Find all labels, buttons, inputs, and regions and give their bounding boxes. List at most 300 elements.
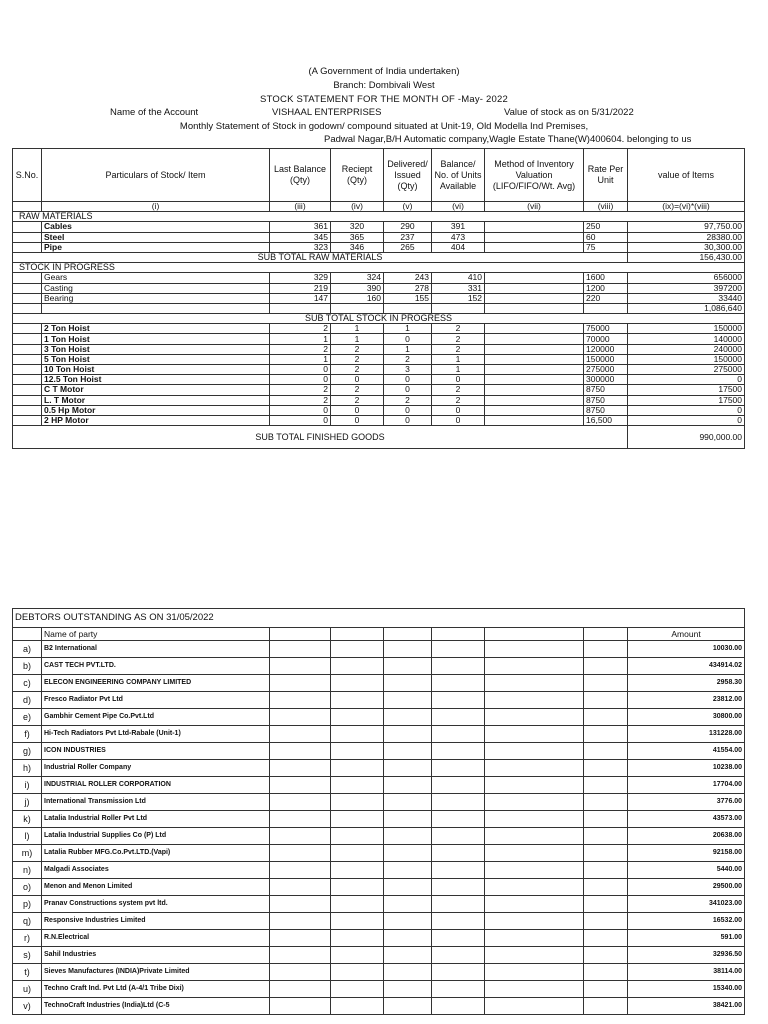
empty-cell [485,828,584,845]
value-cell: 28380.00 [628,232,745,242]
sno-cell [13,222,42,232]
address-line: Padwal Nagar,B/H Automatic company,Wagle Estate Thane(W)400604. belonging to us [324,134,692,145]
stock-row [13,283,745,293]
stock-row [13,344,745,354]
receipt-cell: 0 [331,375,384,385]
empty-cell [331,913,384,930]
debtor-index: o) [13,879,42,896]
col-sno: S.No. [13,149,42,202]
debtor-index: d) [13,692,42,709]
empty-cell [485,726,584,743]
delivered-cell: 3 [384,365,432,375]
empty-cell [432,641,485,658]
roman-cell: (vi) [432,202,485,212]
empty-cell [270,862,331,879]
empty-cell [270,777,331,794]
debtor-amount: 43573.00 [628,811,745,828]
method-cell [485,415,584,425]
stock-row [13,222,745,232]
empty-cell [384,658,432,675]
receipt-cell: 2 [331,354,384,364]
rate-cell: 75 [584,242,628,252]
stock-row [13,232,745,242]
roman-cell [13,202,42,212]
item-cell: Bearing [42,293,270,303]
item-cell: Steel [42,232,270,242]
balance-cell: 0 [432,375,485,385]
empty-cell [270,675,331,692]
item-cell: 2 Ton Hoist [42,324,270,334]
rate-cell: 220 [584,293,628,303]
balance-cell: 473 [432,232,485,242]
empty-cell [485,777,584,794]
sno-cell [13,334,42,344]
debtor-party: Latalia Rubber MFG.Co.Pvt.LTD.(Vapi) [42,845,270,862]
value-cell: 140000 [628,334,745,344]
delivered-cell: 2 [384,354,432,364]
method-cell [485,395,584,405]
empty-cell [384,947,432,964]
debtor-row [13,675,745,692]
empty-cell [584,709,628,726]
last-balance-cell: 2 [270,385,331,395]
balance-cell: 2 [432,344,485,354]
last-balance-cell: 1 [270,334,331,344]
empty-cell [384,845,432,862]
method-cell [485,385,584,395]
empty-cell [584,777,628,794]
empty-cell [584,828,628,845]
debtor-amount: 32936.50 [628,947,745,964]
debtor-party: R.N.Electrical [42,930,270,947]
debtor-row [13,913,745,930]
debtor-index: v) [13,998,42,1015]
debtors-title-row [13,609,745,628]
method-cell [485,334,584,344]
debtor-index: h) [13,760,42,777]
empty-cell [270,658,331,675]
debtors-header-row [13,628,745,641]
empty-cell [485,879,584,896]
rate-cell: 8750 [584,405,628,415]
empty-cell [384,777,432,794]
debtor-row [13,998,745,1015]
empty-cell [270,879,331,896]
roman-numeral-row [13,202,745,212]
rate-cell: 1600 [584,273,628,283]
empty-cell [384,692,432,709]
rate-cell: 75000 [584,324,628,334]
rate-cell: 300000 [584,375,628,385]
debtor-row [13,811,745,828]
last-balance-cell: 0 [270,365,331,375]
empty-cell [432,862,485,879]
debtor-row [13,794,745,811]
debtor-index: g) [13,743,42,760]
empty-cell [485,692,584,709]
empty-cell [485,964,584,981]
last-balance-cell: 0 [270,375,331,385]
debtor-amount: 131228.00 [628,726,745,743]
empty-cell [331,794,384,811]
progress-title: STOCK IN PROGRESS [13,263,745,273]
empty-cell [584,760,628,777]
item-cell: L. T Motor [42,395,270,405]
last-balance-cell: 219 [270,283,331,293]
empty-cell [331,828,384,845]
empty-cell [432,913,485,930]
receipt-cell: 160 [331,293,384,303]
empty-cell [485,811,584,828]
empty-cell [270,726,331,743]
empty-cell [432,879,485,896]
balance-cell: 404 [432,242,485,252]
delivered-cell: 0 [384,415,432,425]
debtor-row [13,777,745,794]
method-cell [485,273,584,283]
statement-title: STOCK STATEMENT FOR THE MONTH OF -May- 2022 [260,94,508,105]
empty-cell [270,913,331,930]
rate-cell: 70000 [584,334,628,344]
delivered-cell: 2 [384,395,432,405]
debtor-index: j) [13,794,42,811]
empty-cell [384,998,432,1015]
item-cell: Casting [42,283,270,293]
debtor-party: Sieves Manufactures (INDIA)Private Limited [42,964,270,981]
empty-cell [384,641,432,658]
debtor-row [13,692,745,709]
empty-cell [485,862,584,879]
value-cell: 150000 [628,324,745,334]
empty-cell [485,998,584,1015]
progress-total-value: 1,086,640 [628,303,745,313]
debtor-index: i) [13,777,42,794]
empty-cell [331,777,384,794]
empty-cell [432,998,485,1015]
debtor-row [13,862,745,879]
debtor-row [13,896,745,913]
debtor-index: n) [13,862,42,879]
delivered-cell: 0 [384,375,432,385]
empty-cell [485,947,584,964]
delivered-cell: 278 [384,283,432,293]
rate-cell: 1200 [584,283,628,293]
empty-cell [331,675,384,692]
value-cell: 30,300.00 [628,242,745,252]
sno-cell [13,375,42,385]
empty-cell [331,896,384,913]
roman-cell: (v) [384,202,432,212]
debtor-party: Latalia Industrial Roller Pvt Ltd [42,811,270,828]
debtor-party: Latalia Industrial Supplies Co (P) Ltd [42,828,270,845]
finished-subtotal-label: SUB TOTAL FINISHED GOODS [13,426,628,449]
empty-cell [584,811,628,828]
method-cell [485,405,584,415]
empty-cell [384,862,432,879]
empty-cell [384,879,432,896]
delivered-cell: 1 [384,324,432,334]
empty-cell [485,896,584,913]
item-cell: 0.5 Hp Motor [42,405,270,415]
debtors-table [12,608,745,1015]
empty-cell [584,641,628,658]
sno-cell [13,405,42,415]
roman-cell: (iv) [331,202,384,212]
debtor-row [13,981,745,998]
empty-cell [384,743,432,760]
balance-cell: 152 [432,293,485,303]
last-balance-cell: 147 [270,293,331,303]
raw-materials-title: RAW MATERIALS [13,212,745,222]
debtor-index: l) [13,828,42,845]
debtor-amount: 38421.00 [628,998,745,1015]
empty-cell [384,811,432,828]
empty-cell [584,845,628,862]
empty-cell [584,896,628,913]
stock-row [13,365,745,375]
debtor-party: Industrial Roller Company [42,760,270,777]
item-cell: Cables [42,222,270,232]
empty-cell [432,743,485,760]
stock-row [13,293,745,303]
empty-cell [432,658,485,675]
progress-section [13,263,745,273]
empty-cell [485,794,584,811]
progress-subtotal-label: SUB TOTAL STOCK IN PROGRESS [13,314,745,324]
last-balance-cell: 0 [270,415,331,425]
balance-cell: 2 [432,324,485,334]
receipt-cell: 0 [331,405,384,415]
debtor-party: ICON INDUSTRIES [42,743,270,760]
empty-cell [432,726,485,743]
empty-cell [584,692,628,709]
last-balance-cell: 345 [270,232,331,242]
value-cell: 150000 [628,354,745,364]
receipt-cell: 320 [331,222,384,232]
header-line-1: (A Government of India undertaken) [308,66,460,77]
stock-row [13,385,745,395]
value-cell: 17500 [628,385,745,395]
debtor-party: Fresco Radiator Pvt Ltd [42,692,270,709]
last-balance-cell: 329 [270,273,331,283]
debtor-index: u) [13,981,42,998]
balance-cell: 331 [432,283,485,293]
empty-cell [270,828,331,845]
empty-cell [432,947,485,964]
empty-cell [331,743,384,760]
debtor-index: b) [13,658,42,675]
stock-row [13,273,745,283]
sno-cell [13,385,42,395]
empty-cell [584,879,628,896]
empty-cell [432,794,485,811]
rate-cell: 120000 [584,344,628,354]
delivered-cell: 1 [384,344,432,354]
item-cell: 12.5 Ton Hoist [42,375,270,385]
sno-cell [13,283,42,293]
empty-cell [270,964,331,981]
debtor-party: Sahil Industries [42,947,270,964]
empty-cell [432,692,485,709]
item-cell: 2 HP Motor [42,415,270,425]
empty-cell [432,760,485,777]
debtor-amount: 20638.00 [628,828,745,845]
stock-value-date: Value of stock as on 5/31/2022 [504,107,634,118]
raw-subtotal-value: 156,430.00 [628,252,745,262]
value-cell: 240000 [628,344,745,354]
empty-cell [485,675,584,692]
empty-cell [384,760,432,777]
col-valuation-method: Method of Inventory Valuation (LIFO/FIFO/Wt. Avg) [485,149,584,202]
value-cell: 33440 [628,293,745,303]
balance-cell: 1 [432,365,485,375]
empty-cell [331,726,384,743]
receipt-cell: 1 [331,334,384,344]
empty-cell [432,709,485,726]
roman-cell: (i) [42,202,270,212]
empty-cell [432,777,485,794]
debtor-amount: 5440.00 [628,862,745,879]
debtor-index: c) [13,675,42,692]
empty-cell [485,981,584,998]
empty-cell [270,930,331,947]
roman-cell: (iii) [270,202,331,212]
empty-cell [485,930,584,947]
col-value: value of Items [628,149,745,202]
receipt-cell: 1 [331,324,384,334]
debtor-index: q) [13,913,42,930]
debtor-row [13,641,745,658]
progress-subtotal-row [13,314,745,324]
method-cell [485,375,584,385]
empty-cell [331,964,384,981]
empty-cell [485,658,584,675]
empty-cell [584,947,628,964]
delivered-cell: 290 [384,222,432,232]
debtor-amount: 23812.00 [628,692,745,709]
empty-cell [270,743,331,760]
empty-cell [384,709,432,726]
debtor-index: p) [13,896,42,913]
delivered-cell: 155 [384,293,432,303]
stock-row [13,334,745,344]
delivered-cell: 0 [384,385,432,395]
debtor-amount: 92158.00 [628,845,745,862]
empty-cell [485,913,584,930]
empty-cell [384,675,432,692]
debtor-amount: 29500.00 [628,879,745,896]
debtor-amount: 2958.30 [628,675,745,692]
receipt-cell: 2 [331,385,384,395]
last-balance-cell: 1 [270,354,331,364]
method-cell [485,354,584,364]
debtor-index: m) [13,845,42,862]
empty-cell [331,641,384,658]
stock-row [13,242,745,252]
sno-cell [13,273,42,283]
balance-cell: 1 [432,354,485,364]
empty-cell [432,981,485,998]
last-balance-cell: 361 [270,222,331,232]
debtor-row [13,709,745,726]
value-cell: 0 [628,415,745,425]
empty-cell [384,930,432,947]
sno-cell [13,354,42,364]
debtor-party: ELECON ENGINEERING COMPANY LIMITED [42,675,270,692]
empty-cell [331,862,384,879]
roman-cell: (ix)=(vi)*(viii) [628,202,745,212]
empty-cell [270,845,331,862]
empty-cell [485,845,584,862]
empty-cell [270,760,331,777]
empty-cell [485,641,584,658]
debtor-party: Menon and Menon Limited [42,879,270,896]
debtor-index: k) [13,811,42,828]
branch-line: Branch: Dombivali West [333,80,435,91]
debtor-party: Responsive Industries Limited [42,913,270,930]
debtor-party: Pranav Constructions system pvt ltd. [42,896,270,913]
debtor-party: TechnoCraft Industries (India)Ltd (C-5 [42,998,270,1015]
item-cell: Gears [42,273,270,283]
receipt-cell: 390 [331,283,384,293]
debtor-row [13,879,745,896]
empty-cell [485,760,584,777]
item-cell: Pipe [42,242,270,252]
debtor-amount: 30800.00 [628,709,745,726]
item-cell: C T Motor [42,385,270,395]
value-cell: 17500 [628,395,745,405]
empty-cell [270,981,331,998]
debtor-amount: 17704.00 [628,777,745,794]
debtor-row [13,743,745,760]
empty-cell [584,794,628,811]
method-cell [485,365,584,375]
empty-cell [270,896,331,913]
debtor-row [13,845,745,862]
col-particulars: Particulars of Stock/ Item [42,149,270,202]
stock-row [13,395,745,405]
empty-cell [432,828,485,845]
debtor-amount: 434914.02 [628,658,745,675]
sno-cell [13,344,42,354]
empty-cell [584,913,628,930]
empty-cell [432,896,485,913]
receipt-cell: 346 [331,242,384,252]
delivered-cell: 0 [384,334,432,344]
debtor-row [13,726,745,743]
empty-cell [270,692,331,709]
finished-subtotal-row [13,426,745,449]
debtor-party: B2 International [42,641,270,658]
stock-row [13,405,745,415]
balance-cell: 410 [432,273,485,283]
empty-cell [584,998,628,1015]
debtor-amount: 3776.00 [628,794,745,811]
method-cell [485,242,584,252]
sno-cell [13,395,42,405]
value-cell: 0 [628,375,745,385]
debtor-amount: 341023.00 [628,896,745,913]
col-rate: Rate Per Unit [584,149,628,202]
finished-subtotal-value: 990,000.00 [628,426,745,449]
debtors-title: DEBTORS OUTSTANDING AS ON 31/05/2022 [13,609,745,628]
empty-cell [584,658,628,675]
balance-cell: 0 [432,405,485,415]
debtor-party: Malgadi Associates [42,862,270,879]
godown-statement-line: Monthly Statement of Stock in godown/ compound situated at Unit-19, Old Modella Ind Premises, [179,121,589,132]
empty-cell [331,658,384,675]
value-cell: 0 [628,405,745,415]
